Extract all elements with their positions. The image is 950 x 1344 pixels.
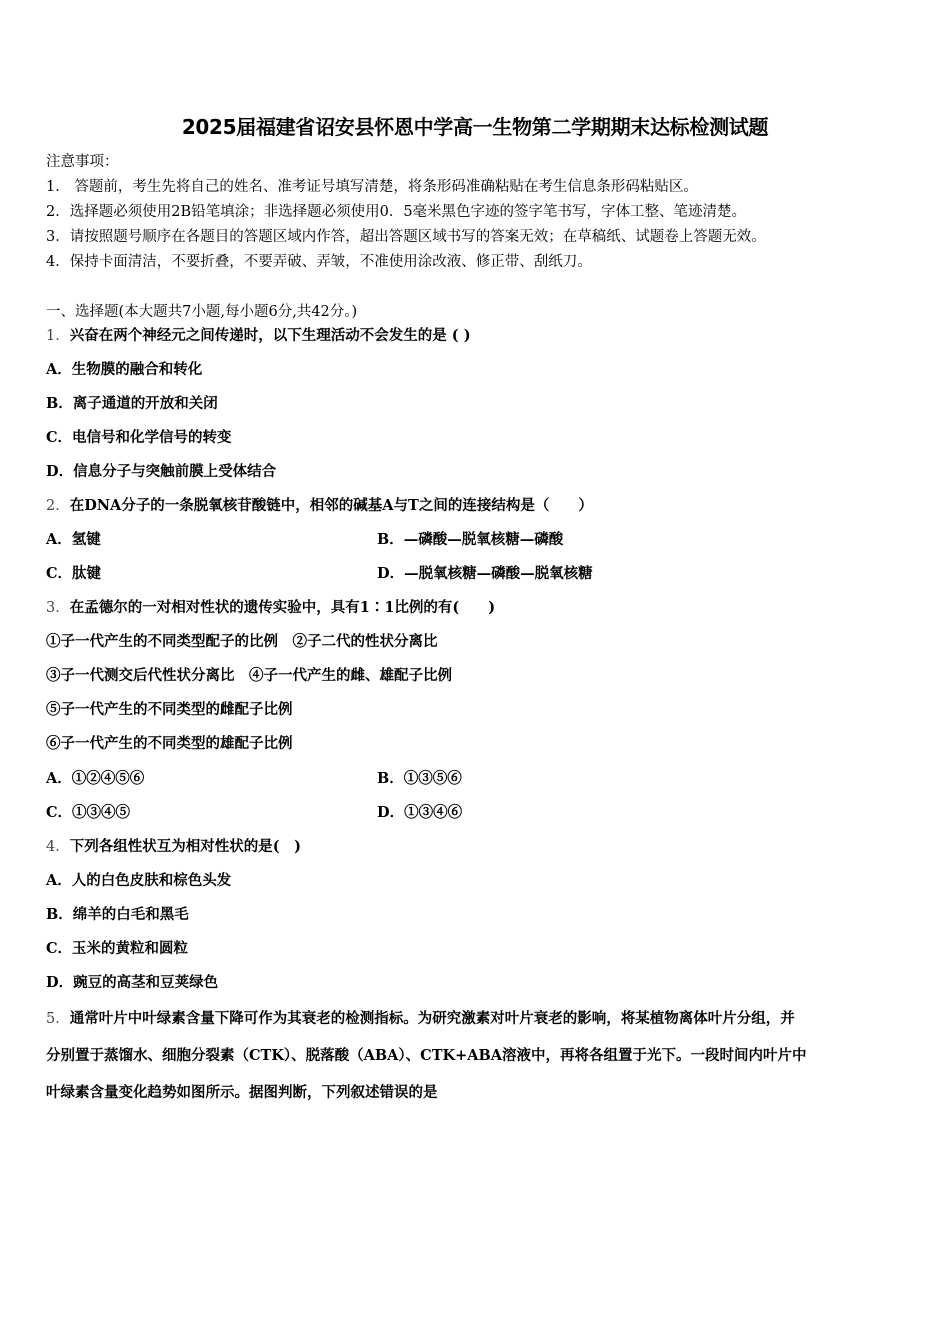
q3-statement-2: ③子一代测交后代性状分离比 ④子一代产生的雌、雄配子比例 xyxy=(46,667,452,684)
q1-option-c: C．电信号和化学信号的转变 xyxy=(46,429,232,446)
page-title: 2025届福建省诏安县怀恩中学高一生物第二学期期末达标检测试题 xyxy=(181,115,769,139)
question-text: 下列各组性状互为相对性状的是( ) xyxy=(69,838,301,855)
q1-option-b: B．离子通道的开放和关闭 xyxy=(46,395,218,412)
question-text-line-3: 叶绿素含量变化趋势如图所示。据图判断，下列叙述错误的是 xyxy=(46,1084,438,1101)
question-text-line-1: 通常叶片中叶绿素含量下降可作为其衰老的检测指标。为研究激素对叶片衰老的影响，将某植物离体叶片分组，并 xyxy=(69,1010,795,1027)
q4-option-a: A．人的白色皮肤和棕色头发 xyxy=(46,872,232,889)
question-5 xyxy=(46,1009,795,1029)
question-text: 在DNA分子的一条脱氧核苷酸链中，相邻的碱基A与T之间的连接结构是（ ） xyxy=(69,497,593,514)
notice-item-2: 2．选择题必须使用2B铅笔填涂；非选择题必须使用0．5毫米黑色字迹的签字笔书写，字体工整、笔迹清楚。 xyxy=(46,204,747,220)
q1-option-a: A．生物膜的融合和转化 xyxy=(46,361,203,378)
question-3 xyxy=(46,598,495,618)
q4-option-b: B．绵羊的白毛和黑毛 xyxy=(46,906,189,923)
question-number: 2． xyxy=(46,498,70,514)
question-1 xyxy=(46,326,471,346)
q2-option-d: D．—脱氧核糖—磷酸—脱氧核糖 xyxy=(377,565,593,582)
question-4 xyxy=(46,837,301,857)
section-heading: 一、选择题(本大题共7小题,每小题6分,共42分。) xyxy=(46,304,358,320)
q2-option-a: A．氢键 xyxy=(46,531,101,548)
q3-option-b: B．①③⑤⑥ xyxy=(377,770,462,787)
question-number: 1． xyxy=(46,328,70,344)
notice-item-3: 3．请按照题号顺序在各题目的答题区域内作答，超出答题区域书写的答案无效；在草稿纸、试题卷上答题无效。 xyxy=(46,229,766,245)
question-text-line-2: 分别置于蒸馏水、细胞分裂素（CTK）、脱落酸（ABA）、CTK+ABA溶液中，再将各组置于光下。一段时间内叶片中 xyxy=(46,1047,807,1064)
q4-option-d: D．豌豆的高茎和豆荚绿色 xyxy=(46,974,219,991)
question-2 xyxy=(46,496,593,516)
q3-option-c: C．①③④⑤ xyxy=(46,804,131,821)
q2-option-b: B．—磷酸—脱氧核糖—磷酸 xyxy=(377,531,564,548)
q3-statement-1: ①子一代产生的不同类型配子的比例 ②子二代的性状分离比 xyxy=(46,633,438,650)
question-number: 3． xyxy=(46,600,70,616)
notice-heading: 注意事项： xyxy=(46,154,119,170)
question-text: 兴奋在两个神经元之间传递时，以下生理活动不会发生的是 ( ) xyxy=(69,327,471,344)
q3-option-a: A．①②④⑤⑥ xyxy=(46,770,145,787)
notice-item-1: 1． 答题前，考生先将自己的姓名、准考证号填写清楚，将条形码准确粘贴在考生信息条形码粘贴区。 xyxy=(46,179,698,195)
question-number: 4． xyxy=(46,839,70,855)
q3-statement-3: ⑤子一代产生的不同类型的雌配子比例 xyxy=(46,701,293,718)
q2-option-c: C．肽键 xyxy=(46,565,102,582)
q3-statement-4: ⑥子一代产生的不同类型的雄配子比例 xyxy=(46,735,293,752)
question-number: 5． xyxy=(46,1011,70,1027)
q3-option-d: D．①③④⑥ xyxy=(377,804,463,821)
notice-item-4: 4．保持卡面清洁，不要折叠，不要弄破、弄皱，不准使用涂改液、修正带、刮纸刀。 xyxy=(46,254,592,270)
q1-option-d: D．信息分子与突触前膜上受体结合 xyxy=(46,463,277,480)
q4-option-c: C．玉米的黄粒和圆粒 xyxy=(46,940,189,957)
question-text: 在孟德尔的一对相对性状的遗传实验中，具有1∶1比例的有( ) xyxy=(69,599,496,616)
